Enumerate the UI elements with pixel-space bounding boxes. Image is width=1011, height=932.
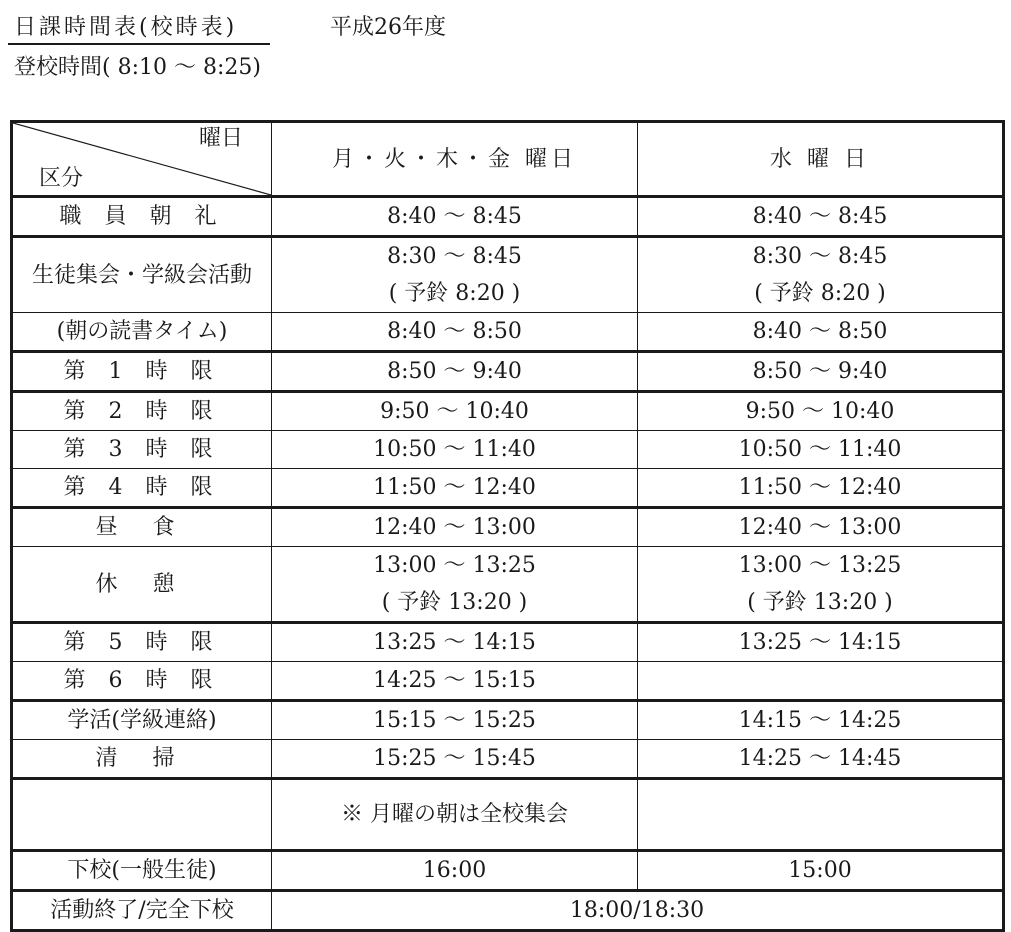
row-label-final-dismissal: 活動終了/完全下校: [12, 891, 272, 931]
column-header-mon-fri: 月・火・木・金 曜日: [272, 122, 638, 197]
time-cell: 14:25 〜 14:45: [638, 740, 1004, 779]
row-label-period-3: 第 3 時 限: [12, 431, 272, 469]
schedule-table: [10, 120, 1005, 932]
time-cell: 10:50 〜 11:40: [272, 431, 638, 469]
table-row: [12, 508, 1004, 547]
time-cell-empty: [638, 662, 1004, 701]
bell-note: ( 予鈴 8:20 ): [388, 281, 521, 306]
title-underline: [8, 43, 270, 45]
time-cell: [638, 237, 1004, 313]
time-cell-combined: 18:00/18:30: [272, 891, 1004, 931]
table-row: [12, 779, 1004, 851]
row-label-homeroom: 学活(学級連絡): [12, 701, 272, 740]
row-label-morning-reading: (朝の読書タイム): [12, 313, 272, 352]
table-row: [12, 197, 1004, 237]
table-row: [12, 392, 1004, 431]
row-label-staff-meeting: 職 員 朝 礼: [12, 197, 272, 237]
time-cell: [638, 547, 1004, 623]
time-cell: 15:15 〜 15:25: [272, 701, 638, 740]
time-cell: 8:50 〜 9:40: [272, 352, 638, 392]
time-cell: 12:40 〜 13:00: [638, 508, 1004, 547]
time-range: 8:30 〜 8:45: [387, 244, 522, 269]
table-row: [12, 469, 1004, 508]
time-cell: 13:25 〜 14:15: [638, 623, 1004, 662]
row-label-cleaning: 清 掃: [12, 740, 272, 779]
time-cell: 8:40 〜 8:45: [272, 197, 638, 237]
corner-category-label: 区分: [39, 166, 84, 191]
time-range: 8:30 〜 8:45: [752, 244, 888, 269]
time-cell: 10:50 〜 11:40: [638, 431, 1004, 469]
row-label-lunch: 昼 食: [12, 508, 272, 547]
table-row: [12, 851, 1004, 891]
time-cell: 8:40 〜 8:50: [638, 313, 1004, 352]
row-label-period-6: 第 6 時 限: [12, 662, 272, 701]
time-cell: 8:50 〜 9:40: [638, 352, 1004, 392]
table-row: [12, 662, 1004, 701]
table-row: [12, 701, 1004, 740]
time-cell: 14:15 〜 14:25: [638, 701, 1004, 740]
fiscal-year: 平成26年度: [330, 15, 446, 40]
time-cell: 12:40 〜 13:00: [272, 508, 638, 547]
table-row: [12, 623, 1004, 662]
time-cell: [272, 547, 638, 623]
time-cell: 11:50 〜 12:40: [638, 469, 1004, 508]
row-label-period-4: 第 4 時 限: [12, 469, 272, 508]
row-label-break: 休 憩: [12, 547, 272, 623]
time-cell: 16:00: [272, 851, 638, 891]
time-range: 13:00 〜 13:25: [373, 553, 536, 578]
table-header-row: [12, 122, 1004, 197]
time-cell: 14:25 〜 15:15: [272, 662, 638, 701]
table-row: [12, 237, 1004, 313]
time-cell: 8:40 〜 8:50: [272, 313, 638, 352]
table-row: [12, 891, 1004, 931]
arrival-time: 登校時間( 8:10 〜 8:25): [14, 55, 261, 80]
row-label-dismissal: 下校(一般生徒): [12, 851, 272, 891]
row-label-period-1: 第 1 時 限: [12, 352, 272, 392]
row-label-empty: [12, 779, 272, 851]
time-cell: 9:50 〜 10:40: [272, 392, 638, 431]
table-row: [12, 547, 1004, 623]
column-header-wednesday: 水 曜 日: [638, 122, 1004, 197]
time-range: 13:00 〜 13:25: [738, 553, 902, 578]
corner-cell: [12, 122, 272, 197]
table-row: [12, 740, 1004, 779]
table-row: [12, 352, 1004, 392]
note-monday-assembly: ※ 月曜の朝は全校集会: [272, 779, 638, 851]
page-title: 日課時間表(校時表): [14, 15, 238, 40]
row-label-period-5: 第 5 時 限: [12, 623, 272, 662]
bell-note: ( 予鈴 8:20 ): [754, 281, 886, 306]
row-label-student-assembly: 生徒集会・学級会活動: [12, 237, 272, 313]
time-cell: 15:25 〜 15:45: [272, 740, 638, 779]
bell-note: ( 予鈴 13:20 ): [381, 590, 528, 615]
bell-note: ( 予鈴 13:20 ): [747, 590, 893, 615]
time-cell: 13:25 〜 14:15: [272, 623, 638, 662]
time-cell: [272, 237, 638, 313]
row-label-period-2: 第 2 時 限: [12, 392, 272, 431]
table-row: [12, 313, 1004, 352]
table-row: [12, 431, 1004, 469]
corner-weekday-label: 曜日: [198, 126, 243, 151]
time-cell: 15:00: [638, 851, 1004, 891]
time-cell: 9:50 〜 10:40: [638, 392, 1004, 431]
time-cell: 8:40 〜 8:45: [638, 197, 1004, 237]
note-cell-empty: [638, 779, 1004, 851]
time-cell: 11:50 〜 12:40: [272, 469, 638, 508]
